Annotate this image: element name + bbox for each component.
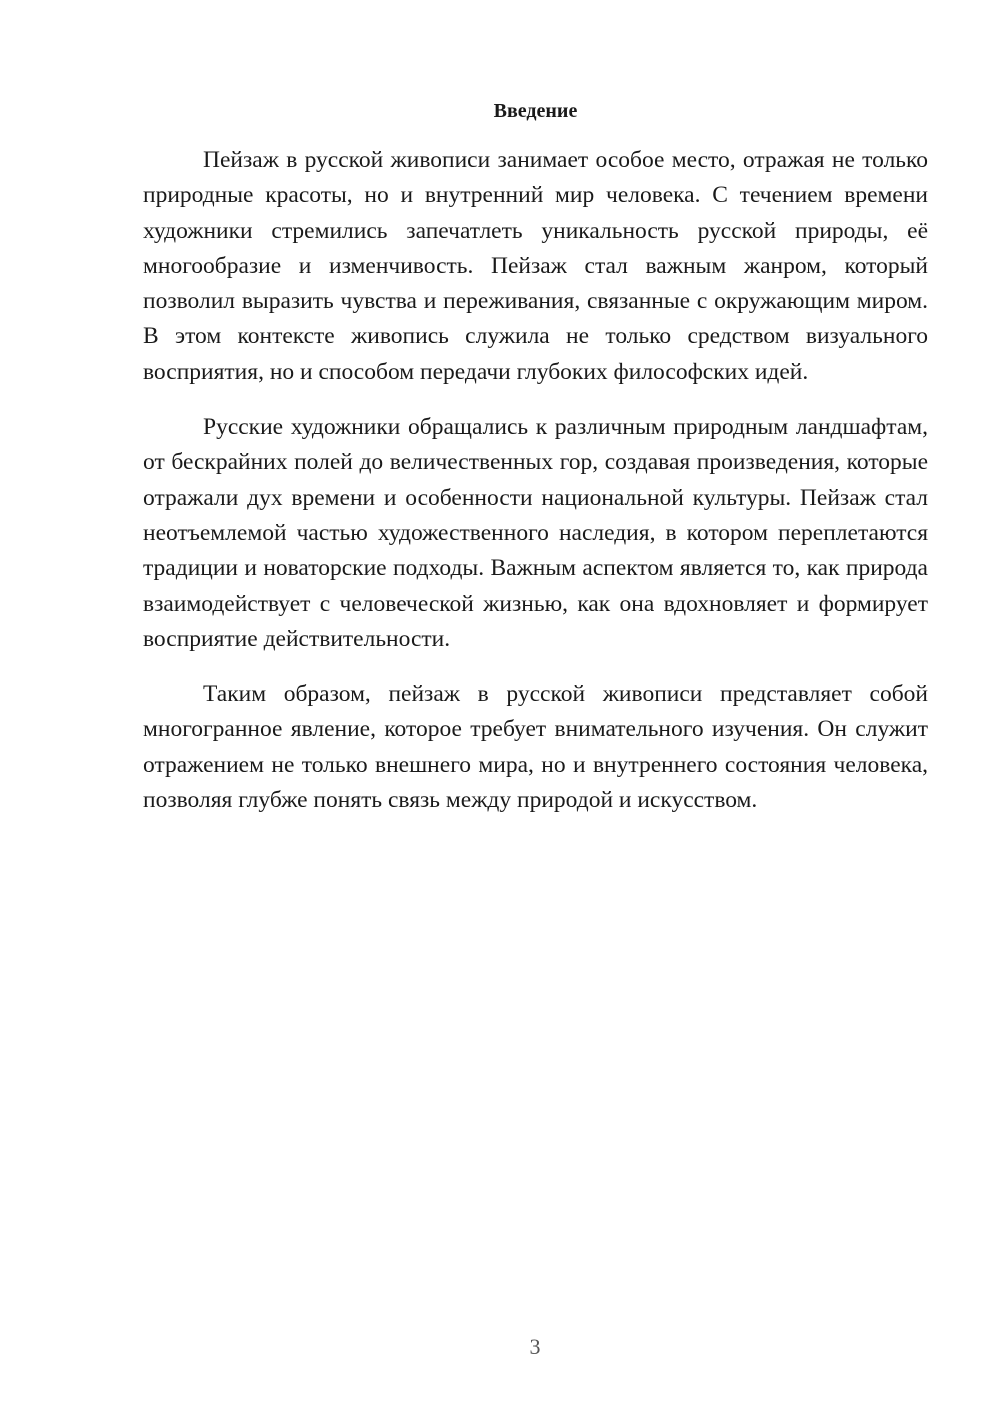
- section-heading: Введение: [493, 100, 578, 122]
- body-text: [143, 143, 928, 838]
- paragraph-1: Пейзаж в русской живописи занимает особое место, отражая не только природные красоты, но и внутренний мир человека. С течением времени художники стремились запечатлеть уникальность русской природы, её многообразие и изменчивость. Пейзаж стал важным жанром, который позволил выразить чувства и переживания, связанные с окружающим миром. В этом контексте живопись служила не только средством визуального восприятия, но и способом передачи глубоких философских идей.: [143, 147, 928, 385]
- paragraph-2: Русские художники обращались к различным природным ландшафтам, от бескрайних полей до величественных гор, создавая произведения, которые отражали дух времени и особенности национальной культуры. Пейзаж стал неотъемлемой частью художественного наследия, в котором переплетаются традиции и новаторские подходы. Важным аспектом является то, как природа взаимодействует с человеческой жизнью, как она вдохновляет и формирует восприятие действительности.: [143, 414, 928, 652]
- paragraph-3: Таким образом, пейзаж в русской живописи представляет собой многогранное явление, которое требует внимательного изучения. Он служит отражением не только внешнего мира, но и внутреннего состояния человека, позволяя глубже понять связь между природой и искусством.: [143, 681, 928, 814]
- page-number: 3: [529, 1334, 541, 1359]
